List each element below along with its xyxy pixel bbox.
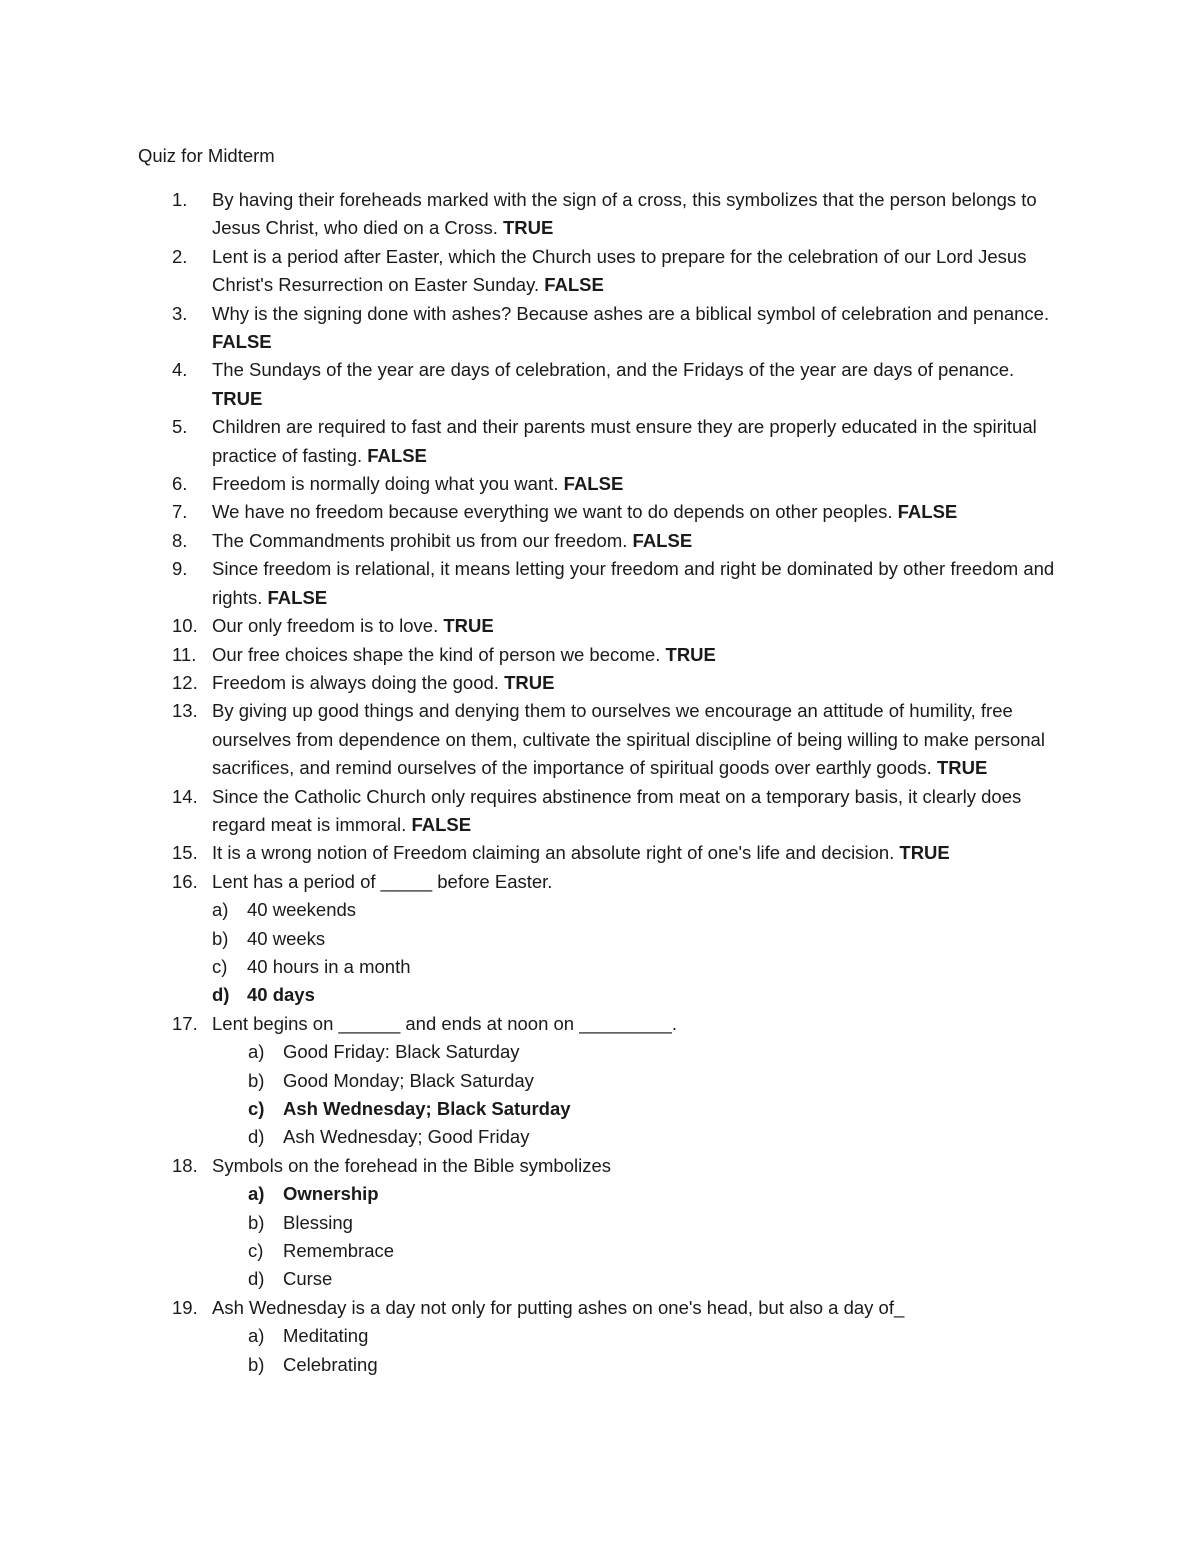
answer-label: TRUE bbox=[899, 842, 950, 864]
answer-label: FALSE bbox=[367, 444, 427, 466]
choice-list bbox=[212, 1322, 1062, 1379]
question-text: Ash Wednesday is a day not only for putting ashes on one's head, but also a day of_ bbox=[212, 1296, 905, 1318]
question-text: It is a wrong notion of Freedom claiming an absolute right of one's life and decision. bbox=[212, 842, 900, 864]
choice-letter: b) bbox=[212, 927, 229, 949]
answer-label: TRUE bbox=[503, 217, 554, 239]
question-item bbox=[0, 612, 1062, 640]
choice-item bbox=[212, 925, 1062, 953]
question-number: 3. bbox=[172, 302, 188, 324]
choice-text: Remembrace bbox=[283, 1240, 395, 1262]
question-item bbox=[0, 1010, 1062, 1152]
question-number: 5. bbox=[172, 416, 188, 438]
question-item bbox=[0, 186, 1062, 243]
choice-list bbox=[212, 896, 1062, 1010]
question-item bbox=[0, 1152, 1062, 1294]
question-number: 4. bbox=[172, 359, 188, 381]
question-item bbox=[0, 1294, 1062, 1379]
page-title: Quiz for Midterm bbox=[138, 145, 275, 166]
choice-item bbox=[212, 953, 1062, 981]
question-text: By having their foreheads marked with the sign of a cross, this symbolizes that the person belongs to Jesus Christ, who died on a Cross. bbox=[212, 189, 1037, 239]
question-number: 8. bbox=[172, 529, 188, 551]
question-number: 2. bbox=[172, 245, 188, 267]
choice-item bbox=[248, 1038, 1062, 1066]
choice-item bbox=[248, 1322, 1062, 1350]
question-item bbox=[0, 527, 1062, 555]
question-item bbox=[0, 555, 1062, 612]
question-item bbox=[0, 300, 1062, 357]
answer-label: TRUE bbox=[443, 615, 494, 637]
choice-item bbox=[248, 1265, 1062, 1293]
answer-label: FALSE bbox=[411, 813, 472, 835]
answer-label: FALSE bbox=[897, 501, 958, 523]
choice-text: Good Monday; Black Saturday bbox=[283, 1069, 534, 1091]
choice-text: 40 weeks bbox=[247, 927, 326, 949]
answer-label: TRUE bbox=[936, 757, 988, 779]
choice-letter: b) bbox=[248, 1211, 265, 1233]
question-text: Freedom is always doing the good. bbox=[212, 671, 505, 693]
question-text: Since the Catholic Church only requires abstinence from meat on a temporary basis, it clearly does regard meat is immoral. bbox=[212, 785, 1022, 835]
choice-list bbox=[212, 1180, 1062, 1294]
question-text: Lent is a period after Easter, which the Church uses to prepare for the celebration of our Lord Jesus Christ's Resurrection on Easter Sunday. bbox=[212, 245, 1027, 296]
question-text: Lent has a period of _____ before Easter. bbox=[212, 870, 553, 892]
choice-item bbox=[212, 896, 1062, 924]
choice-item-correct bbox=[212, 981, 1062, 1009]
question-number: 17. bbox=[172, 1012, 198, 1034]
choice-item-correct bbox=[248, 1095, 1062, 1123]
choice-text: 40 days bbox=[247, 984, 315, 1006]
choice-text: Blessing bbox=[283, 1211, 353, 1233]
question-item bbox=[0, 356, 1062, 413]
choice-text: 40 weekends bbox=[247, 899, 357, 921]
choice-text: Celebrating bbox=[283, 1353, 378, 1375]
choice-text: Ash Wednesday; Good Friday bbox=[283, 1126, 530, 1148]
choice-item bbox=[248, 1351, 1062, 1379]
choice-item bbox=[248, 1209, 1062, 1237]
question-number: 15. bbox=[172, 842, 198, 864]
choice-text: Ownership bbox=[283, 1183, 379, 1205]
question-number: 16. bbox=[172, 870, 198, 892]
question-item bbox=[0, 839, 1062, 867]
question-item bbox=[0, 697, 1062, 782]
answer-label: FALSE bbox=[212, 331, 272, 353]
choice-item bbox=[248, 1237, 1062, 1265]
question-item bbox=[0, 868, 1062, 1010]
choice-list bbox=[212, 1038, 1062, 1152]
question-text: Our only freedom is to love. bbox=[212, 615, 444, 637]
question-item bbox=[0, 669, 1062, 697]
question-text: Symbols on the forehead in the Bible symbolizes bbox=[212, 1154, 611, 1176]
question-item bbox=[0, 470, 1062, 498]
question-text: By giving up good things and denying them to ourselves we encourage an attitude of humility, free ourselves from dependence on them, cultivate the spiritual discipline of being willing to make personal sacrifices, and remind ourselves of the importance of spiritual goods over earthly goods. bbox=[212, 700, 1045, 779]
question-text: Freedom is normally doing what you want. bbox=[212, 473, 564, 495]
choice-letter: a) bbox=[248, 1183, 265, 1205]
choice-letter: a) bbox=[248, 1041, 265, 1063]
answer-label: FALSE bbox=[632, 529, 693, 551]
choice-letter: c) bbox=[212, 955, 228, 977]
choice-text: Curse bbox=[283, 1268, 333, 1290]
choice-letter: c) bbox=[248, 1240, 264, 1262]
answer-label: FALSE bbox=[563, 473, 624, 495]
question-number: 12. bbox=[172, 671, 198, 693]
answer-label: FALSE bbox=[544, 274, 604, 296]
question-list bbox=[0, 186, 1200, 1379]
question-text: The Commandments prohibit us from our freedom. bbox=[212, 529, 633, 551]
question-text: The Sundays of the year are days of celebration, and the Fridays of the year are days of penance. bbox=[212, 359, 1015, 381]
question-number: 7. bbox=[172, 501, 188, 523]
question-number: 19. bbox=[172, 1296, 198, 1318]
question-text: Our free choices shape the kind of person we become. bbox=[212, 643, 666, 665]
choice-text: 40 hours in a month bbox=[247, 955, 411, 977]
question-text: Why is the signing done with ashes? Because ashes are a biblical symbol of celebration and penance. bbox=[212, 302, 1050, 324]
choice-letter: a) bbox=[212, 899, 229, 921]
question-item bbox=[0, 783, 1062, 840]
question-item bbox=[0, 413, 1062, 470]
answer-label: FALSE bbox=[267, 586, 328, 608]
choice-letter: b) bbox=[248, 1069, 265, 1091]
choice-text: Meditating bbox=[283, 1325, 369, 1347]
answer-label: TRUE bbox=[665, 643, 716, 665]
choice-text: Ash Wednesday; Black Saturday bbox=[283, 1098, 571, 1119]
question-number: 13. bbox=[172, 700, 198, 722]
question-number: 11. bbox=[172, 643, 197, 665]
choice-item bbox=[248, 1067, 1062, 1095]
choice-text: Good Friday: Black Saturday bbox=[283, 1041, 520, 1063]
question-text: Lent begins on ______ and ends at noon on _________. bbox=[212, 1012, 677, 1034]
question-number: 14. bbox=[172, 785, 198, 807]
question-text: Since freedom is relational, it means letting your freedom and right be dominated by other freedom and rights. bbox=[212, 558, 1055, 608]
question-text: We have no freedom because everything we want to do depends on other peoples. bbox=[212, 501, 898, 523]
question-number: 6. bbox=[172, 473, 188, 495]
question-item bbox=[0, 641, 1062, 669]
question-number: 18. bbox=[172, 1154, 198, 1176]
question-number: 1. bbox=[172, 189, 188, 210]
choice-letter: d) bbox=[248, 1126, 265, 1148]
question-number: 9. bbox=[172, 558, 188, 580]
answer-label: TRUE bbox=[212, 387, 263, 409]
choice-letter: b) bbox=[248, 1353, 265, 1375]
choice-letter: d) bbox=[212, 984, 230, 1006]
choice-letter: a) bbox=[248, 1325, 265, 1347]
question-number: 10. bbox=[172, 615, 198, 637]
choice-item bbox=[248, 1123, 1062, 1151]
choice-letter: c) bbox=[248, 1098, 265, 1119]
choice-letter: d) bbox=[248, 1268, 265, 1290]
question-item bbox=[0, 498, 1062, 526]
answer-label: TRUE bbox=[504, 671, 555, 693]
question-item bbox=[0, 243, 1062, 300]
choice-item-correct bbox=[248, 1180, 1062, 1208]
question-text: Children are required to fast and their parents must ensure they are properly educated in the spiritual practice of fasting. bbox=[212, 416, 1037, 466]
